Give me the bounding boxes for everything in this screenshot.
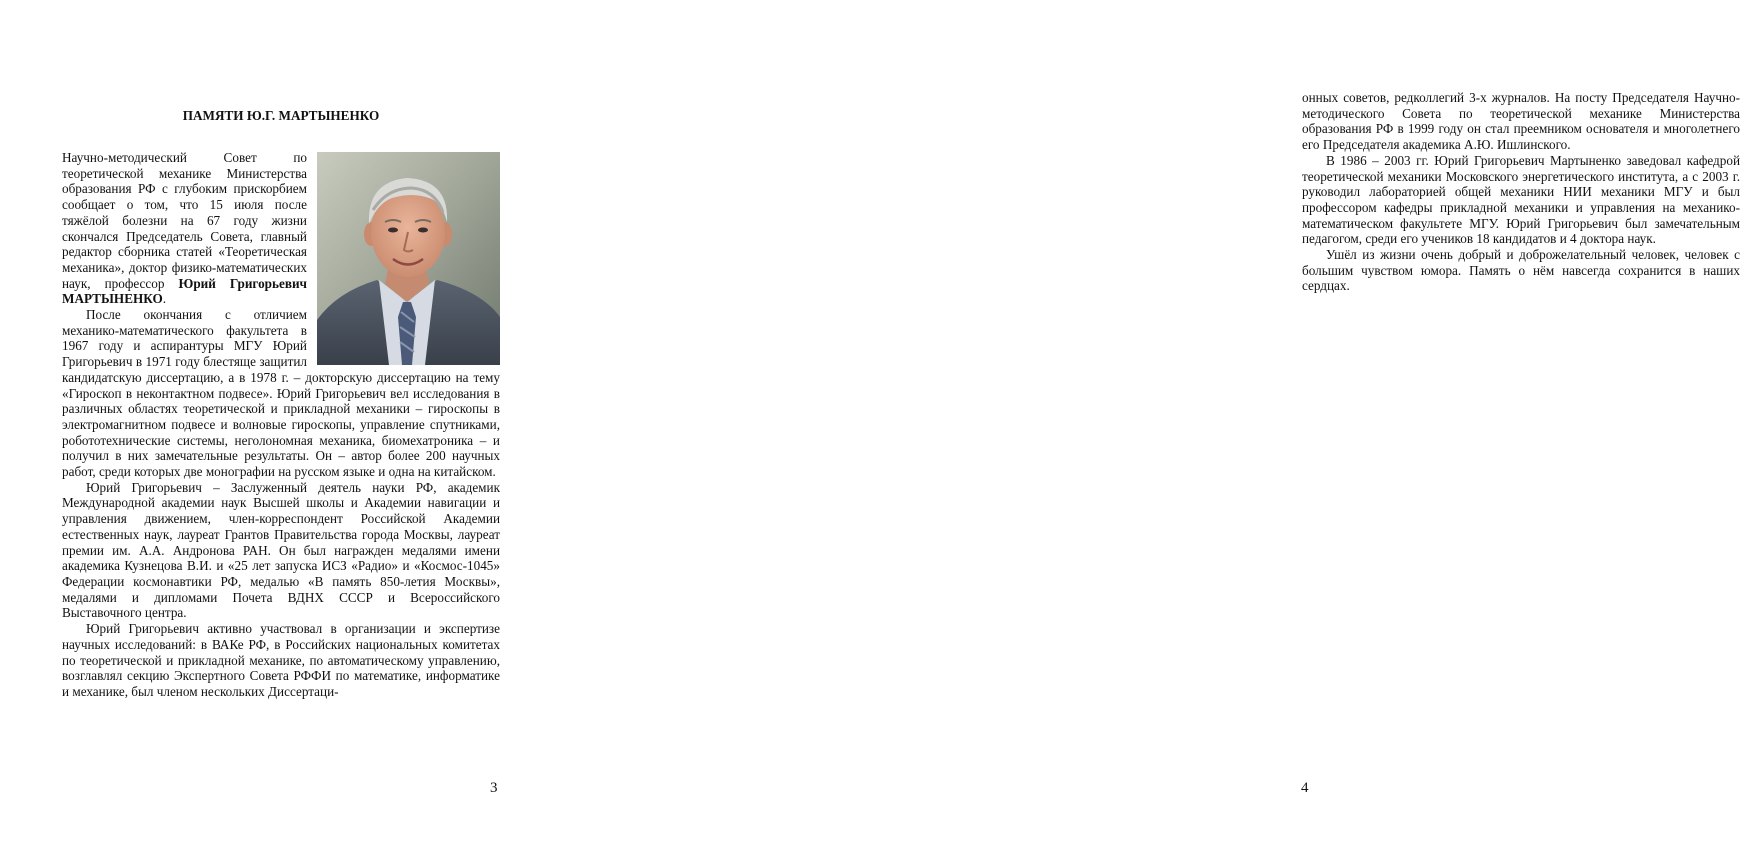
paragraph-4: Юрий Григорьевич активно участвовал в организации и экспертизе научных исследований: в ВАКе РФ, в Российских национальных комитетах по теоретической и прикладной механике, по автоматическому управлению, возглавлял секцию Экспертного Совета РФФИ по математике, информатике и механике, был членом нескольких Диссертаци- (62, 621, 500, 699)
paragraph-6: В 1986 – 2003 гг. Юрий Григорьевич Мартыненко заведовал кафедрой теоретической механики Московского энергетического института, а с 2003 г. руководил лабораторией общей механики НИИ механики МГУ и был профессором кафедры прикладной механики и управления на механико-математическом факультете МГУ. Юрий Григорьевич был замечательным педагогом, среди его учеников 18 кандидатов и 4 доктора наук. (1302, 152, 1740, 247)
paragraph-3: Юрий Григорьевич – Заслуженный деятель науки РФ, академик Международной академии наук Высшей школы и Академии навигации и управления движением, член-корреспондент Российской Академии естественных наук, лауреат Грантов Правительства города Москвы, лауреат премии им. А.А. Андронова РАН. Он был награжден медалями имени академика Кузнецова В.И. и «25 лет запуска ИСЗ «Радио» и «Космос-1045» Федерации космонавтики РФ, медалью «В память 850-летия Москвы», медалями и дипломами Почета ВДНХ СССР и Всероссийского Выставочного центра. (62, 479, 500, 621)
right-page (600, 0, 1740, 848)
right-text-column (1302, 90, 1740, 294)
article-title: ПАМЯТИ Ю.Г. МАРТЫНЕНКО (182, 108, 380, 123)
portrait-photo (317, 152, 500, 365)
left-text-column (62, 150, 500, 700)
page-number-left: 3 (490, 780, 498, 796)
paragraph-1-text: Научно-методический Совет по теоретической механике Министерства образования РФ с глубоким прискорбием сообщает о том, что 15 июля после тяжёлой болезни на 67 году жизни скончался Председатель Совета, главный редактор сборника статей «Теоретическая механика», доктор физико-математических наук, профессор (62, 150, 307, 291)
paragraph-5: онных советов, редколлегий 3-х журналов. На посту Председателя Научно-методического Совета по теоретической механике Министерства образования РФ в 1999 году он стал преемником основателя и многолетнего его Председателя академика А.Ю. Ишлинского. (1302, 90, 1740, 153)
page-number-right: 4 (1301, 780, 1309, 796)
person-name: Юрий Григорьевич МАРТЫНЕНКО (62, 275, 307, 307)
left-page (0, 0, 600, 848)
paragraph-1-end: . (162, 291, 167, 307)
paragraph-2: После окончания с отличием механико-математического факультета в 1967 году и аспирантуры МГУ Юрий Григорьевич в 1971 году блестяще защитил кандидатскую диссертацию, а в 1978 г. – докторскую диссертацию на тему «Гироскоп в неконтактном подвесе». Юрий Григорьевич вел исследования в различных областях теоретической и прикладной механики – гироскопы в электромагнитном подвесе и волновые гироскопы, управление спутниками, робототехнические системы, неголономная механика, биомехатроника – и получил в них замечательные результаты. Он – автор более 200 научных работ, среди которых две монографии на русском языке и одна на китайском. (62, 307, 500, 480)
paragraph-7: Ушёл из жизни очень добрый и доброжелательный человек, человек с большим чувством юмора. Память о нём навсегда сохранится в наших сердцах. (1302, 247, 1740, 294)
